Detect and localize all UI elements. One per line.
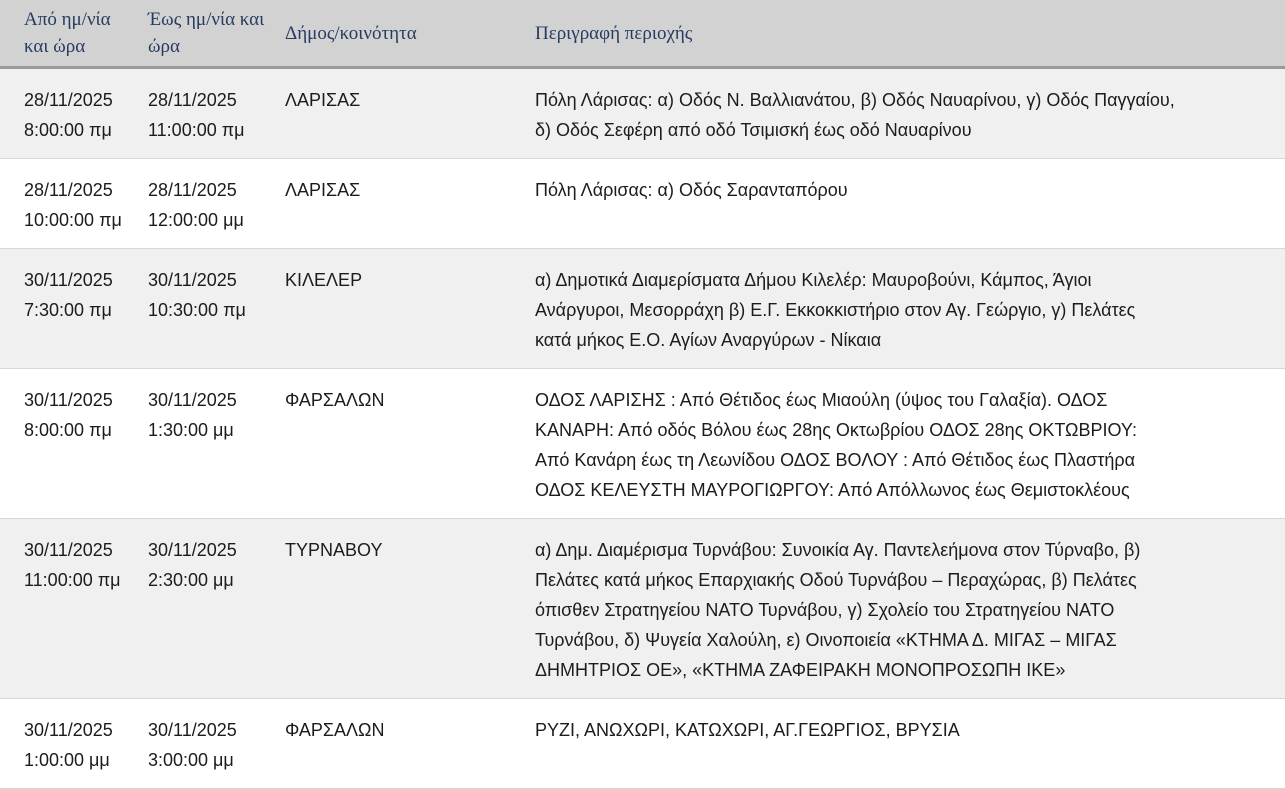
to-time: 12:00:00 μμ [148, 210, 244, 230]
to-time: 10:30:00 πμ [148, 300, 246, 320]
to-time: 2:30:00 μμ [148, 570, 234, 590]
table-row [0, 159, 1285, 249]
to-cell [145, 68, 282, 159]
from-date: 30/11/2025 [24, 540, 113, 560]
to-time: 1:30:00 μμ [148, 420, 234, 440]
table-row [0, 369, 1285, 519]
from-time: 1:00:00 μμ [24, 750, 110, 770]
outage-table-body [0, 68, 1285, 789]
table-header [0, 0, 1285, 68]
description-cell: α) Δημ. Διαμέρισμα Τυρνάβου: Συνοικία Αγ. Παντελεήμονα στον Τύρναβο, β) Πελάτες κατά μήκος Επαρχιακής Οδού Τυρνάβου – Περαχώρας, β) Πελάτες όπισθεν Στρατηγείου ΝΑΤΟ Τυρνάβου, γ) Σχολείο του Στρατηγείου ΝΑΤΟ Τυρνάβου, δ) Ψυγεία Χαλούλη, ε) Οινοποιεία «ΚΤΗΜΑ Δ. ΜΙΓΑΣ – ΜΙΓΑΣ ΔΗΜΗΤΡΙΟΣ ΟΕ», «ΚΤΗΜΑ ΖΑΦΕΙΡΑΚΗ ΜΟΝΟΠΡΟΣΩΠΗ ΙΚΕ» [532, 519, 1285, 699]
municipality-cell: ΛΑΡΙΣΑΣ [282, 68, 532, 159]
column-header-municipality: Δήμος/κοινότητα [282, 0, 532, 68]
column-header-from: Από ημ/νία και ώρα [0, 0, 145, 68]
from-cell [0, 159, 145, 249]
to-date: 30/11/2025 [148, 270, 237, 290]
from-cell [0, 519, 145, 699]
from-time: 7:30:00 πμ [24, 300, 112, 320]
table-header-row [0, 0, 1285, 68]
column-header-to: Έως ημ/νία και ώρα [145, 0, 282, 68]
municipality-cell: ΤΥΡΝΑΒΟΥ [282, 519, 532, 699]
description-cell: Πόλη Λάρισας: α) Οδός Σαρανταπόρου [532, 159, 1285, 249]
description-cell: Πόλη Λάρισας: α) Οδός Ν. Βαλλιανάτου, β) Οδός Ναυαρίνου, γ) Οδός Παγγαίου, δ) Οδός Σεφέρη από οδό Τσιμισκή έως οδό Ναυαρίνου [532, 68, 1285, 159]
table-row [0, 68, 1285, 159]
description-cell: ΡΥΖΙ, ΑΝΩΧΩΡΙ, ΚΑΤΩΧΩΡΙ, ΑΓ.ΓΕΩΡΓΙΟΣ, ΒΡΥΣΙΑ [532, 699, 1285, 789]
from-time: 8:00:00 πμ [24, 120, 112, 140]
table-row [0, 699, 1285, 789]
from-date: 30/11/2025 [24, 720, 113, 740]
from-date: 28/11/2025 [24, 180, 113, 200]
from-date: 28/11/2025 [24, 90, 113, 110]
to-cell [145, 519, 282, 699]
to-cell [145, 369, 282, 519]
municipality-cell: ΚΙΛΕΛΕΡ [282, 249, 532, 369]
from-time: 8:00:00 πμ [24, 420, 112, 440]
from-cell [0, 699, 145, 789]
from-date: 30/11/2025 [24, 390, 113, 410]
to-date: 30/11/2025 [148, 720, 237, 740]
from-cell [0, 369, 145, 519]
to-date: 30/11/2025 [148, 540, 237, 560]
municipality-cell: ΦΑΡΣΑΛΩΝ [282, 699, 532, 789]
table-row [0, 519, 1285, 699]
description-cell: ΟΔΟΣ ΛΑΡΙΣΗΣ : Από Θέτιδος έως Μιαούλη (ύψος του Γαλαξία). ΟΔΟΣ ΚΑΝΑΡΗ: Από οδός Βόλου έως 28ης Οκτωβρίου ΟΔΟΣ 28ης ΟΚΤΩΒΡΙΟΥ: Από Κανάρη έως τη Λεωνίδου ΟΔΟΣ ΒΟΛΟΥ : Από Θέτιδος έως Πλαστήρα ΟΔΟΣ ΚΕΛΕΥΣΤΗ ΜΑΥΡΟΓΙΩΡΓΟΥ: Από Απόλλωνος έως Θεμιστοκλέους [532, 369, 1285, 519]
from-date: 30/11/2025 [24, 270, 113, 290]
from-cell [0, 249, 145, 369]
to-cell [145, 159, 282, 249]
description-cell: α) Δημοτικά Διαμερίσματα Δήμου Κιλελέρ: Μαυροβούνι, Κάμπος, Άγιοι Ανάργυροι, Μεσορράχη β) Ε.Γ. Εκκοκκιστήριο στον Αγ. Γεώργιο, γ) Πελάτες κατά μήκος Ε.Ο. Αγίων Αναργύρων - Νίκαια [532, 249, 1285, 369]
column-header-description: Περιγραφή περιοχής [532, 0, 1285, 68]
to-date: 30/11/2025 [148, 390, 237, 410]
to-date: 28/11/2025 [148, 180, 237, 200]
table-row [0, 249, 1285, 369]
from-time: 11:00:00 πμ [24, 570, 121, 590]
municipality-cell: ΛΑΡΙΣΑΣ [282, 159, 532, 249]
to-time: 3:00:00 μμ [148, 750, 234, 770]
from-cell [0, 68, 145, 159]
to-cell [145, 699, 282, 789]
to-time: 11:00:00 πμ [148, 120, 245, 140]
from-time: 10:00:00 πμ [24, 210, 122, 230]
municipality-cell: ΦΑΡΣΑΛΩΝ [282, 369, 532, 519]
to-date: 28/11/2025 [148, 90, 237, 110]
to-cell [145, 249, 282, 369]
